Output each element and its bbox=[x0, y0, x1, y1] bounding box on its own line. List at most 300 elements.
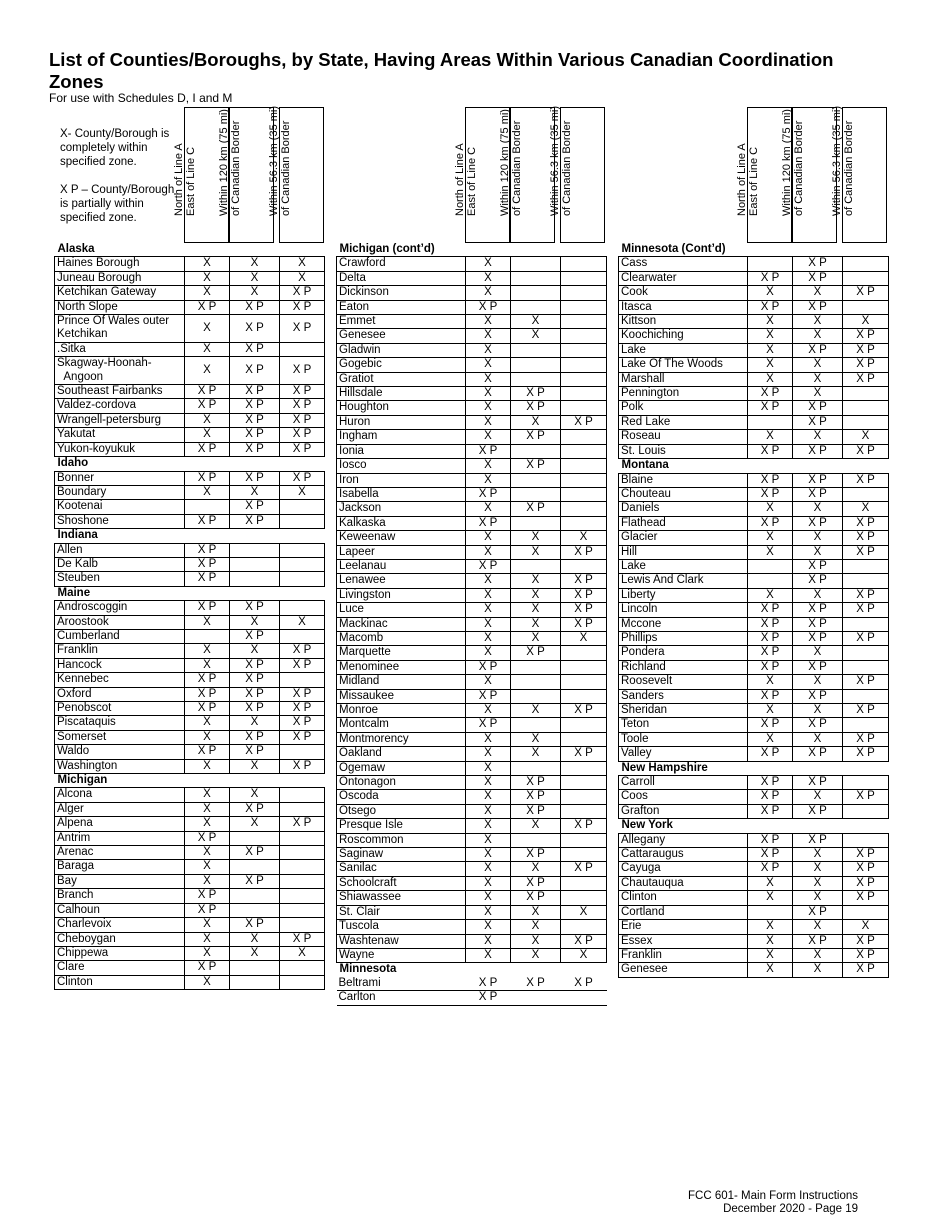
table-row bbox=[619, 329, 889, 343]
state-section-header bbox=[55, 529, 325, 543]
county-name: Crawford bbox=[337, 257, 466, 271]
zone-56km-cell: X P bbox=[280, 315, 325, 343]
county-name: Phillips bbox=[619, 631, 748, 645]
zone-56km-cell bbox=[280, 629, 325, 643]
table-row bbox=[337, 689, 607, 703]
zone-120km-cell: X P bbox=[230, 300, 280, 314]
zone-120km-cell: X P bbox=[793, 660, 843, 674]
zone-120km-cell: X P bbox=[793, 689, 843, 703]
zone-56km-cell: X bbox=[843, 502, 889, 516]
state-name: Minnesota bbox=[339, 963, 397, 976]
zone-56km-cell bbox=[843, 401, 889, 415]
state-name: Indiana bbox=[57, 529, 98, 542]
zone-56km-cell bbox=[561, 487, 607, 501]
table-row bbox=[337, 415, 607, 429]
zone-120km-cell: X bbox=[230, 644, 280, 658]
zone-120km-cell: X P bbox=[793, 631, 843, 645]
zone-line-a-cell: X P bbox=[748, 444, 793, 458]
zone-120km-cell: X bbox=[511, 531, 561, 545]
zone-120km-cell bbox=[511, 675, 561, 689]
zone-line-a-cell: X P bbox=[185, 471, 230, 485]
county-name: Cayuga bbox=[619, 862, 748, 876]
state-section-header bbox=[55, 457, 325, 471]
zone-line-a-cell: X P bbox=[748, 617, 793, 631]
county-name: Clare bbox=[55, 961, 185, 975]
zone-line-a-cell: X bbox=[466, 675, 511, 689]
zone-line-a-cell: X bbox=[748, 891, 793, 905]
header-label: North of Line A East of Line C bbox=[454, 143, 478, 216]
table-row bbox=[619, 372, 889, 386]
zone-56km-cell bbox=[843, 718, 889, 732]
table-row bbox=[337, 761, 607, 775]
county-name: North Slope bbox=[55, 300, 185, 314]
zone-56km-cell bbox=[561, 430, 607, 444]
zone-120km-cell: X bbox=[511, 329, 561, 343]
county-name: Valdez-cordova bbox=[55, 399, 185, 413]
header-label: Within 120 km (75 mi) of Canadian Border bbox=[781, 109, 805, 216]
column-2 bbox=[336, 107, 607, 1006]
county-name: Charlevoix bbox=[55, 918, 185, 932]
zone-120km-cell: X bbox=[511, 588, 561, 602]
table-row bbox=[55, 730, 325, 744]
zone-120km-cell: X bbox=[793, 329, 843, 343]
table-row bbox=[619, 315, 889, 329]
table-row bbox=[55, 471, 325, 485]
table-row bbox=[55, 357, 325, 385]
county-name: Clinton bbox=[55, 975, 185, 989]
zone-line-a-cell: X bbox=[466, 747, 511, 761]
zone-120km-cell: X P bbox=[793, 401, 843, 415]
zone-120km-cell: X bbox=[511, 631, 561, 645]
zone-56km-cell: X P bbox=[843, 329, 889, 343]
county-name: Teton bbox=[619, 718, 748, 732]
county-name: Pondera bbox=[619, 646, 748, 660]
footer-page: December 2020 - Page 19 bbox=[723, 1203, 858, 1215]
zone-120km-cell: X P bbox=[793, 833, 843, 847]
column-1 bbox=[54, 107, 325, 990]
table-row bbox=[619, 891, 889, 905]
county-name: Mccone bbox=[619, 617, 748, 631]
zone-line-a-cell: X P bbox=[748, 848, 793, 862]
zone-120km-cell: X P bbox=[511, 848, 561, 862]
table-row bbox=[55, 846, 325, 860]
table-row bbox=[619, 358, 889, 372]
county-name: Kennebec bbox=[55, 673, 185, 687]
table-row bbox=[337, 531, 607, 545]
zone-120km-cell: X P bbox=[793, 257, 843, 271]
county-name: Shiawassee bbox=[337, 891, 466, 905]
zone-line-a-cell: X bbox=[185, 342, 230, 356]
zone-line-a-cell: X bbox=[466, 934, 511, 948]
zone-56km-cell bbox=[561, 387, 607, 401]
zone-56km-cell: X P bbox=[843, 747, 889, 761]
zone-56km-cell bbox=[561, 718, 607, 732]
county-name: Gladwin bbox=[337, 343, 466, 357]
zone-120km-cell: X P bbox=[793, 415, 843, 429]
zone-line-a-cell: X P bbox=[748, 660, 793, 674]
zone-56km-cell bbox=[280, 860, 325, 874]
county-name: Marquette bbox=[337, 646, 466, 660]
zone-line-a-cell: X bbox=[748, 329, 793, 343]
zone-56km-cell bbox=[843, 271, 889, 285]
zone-120km-cell: X bbox=[511, 574, 561, 588]
table-row bbox=[337, 487, 607, 501]
zone-line-a-cell: X bbox=[185, 846, 230, 860]
state-name: Maine bbox=[57, 586, 91, 599]
table-row bbox=[619, 660, 889, 674]
zone-56km-cell: X P bbox=[561, 617, 607, 631]
zone-120km-cell bbox=[230, 961, 280, 975]
county-name: Lake bbox=[619, 559, 748, 573]
table-row bbox=[337, 776, 607, 790]
county-name: Wayne bbox=[337, 948, 466, 962]
zone-120km-cell: X P bbox=[793, 487, 843, 501]
zone-56km-cell bbox=[843, 415, 889, 429]
zone-line-a-cell: X P bbox=[748, 747, 793, 761]
zone-56km-cell bbox=[843, 689, 889, 703]
county-name: Calhoun bbox=[55, 903, 185, 917]
zone-56km-cell bbox=[561, 646, 607, 660]
zone-line-a-cell bbox=[748, 905, 793, 919]
zone-line-a-cell: X bbox=[466, 833, 511, 847]
zone-120km-cell: X P bbox=[230, 802, 280, 816]
county-name: Polk bbox=[619, 401, 748, 415]
county-name: Roseau bbox=[619, 430, 748, 444]
zone-line-a-cell: X P bbox=[748, 516, 793, 530]
page-subtitle: For use with Schedules D, I and M bbox=[49, 91, 233, 105]
zone-56km-cell bbox=[561, 790, 607, 804]
zone-56km-cell: X P bbox=[280, 932, 325, 946]
zone-56km-cell bbox=[561, 343, 607, 357]
county-name: Oakland bbox=[337, 747, 466, 761]
table-row bbox=[55, 557, 325, 571]
zone-line-a-cell: X bbox=[466, 804, 511, 818]
zone-line-a-cell: X P bbox=[748, 790, 793, 804]
table-row bbox=[337, 329, 607, 343]
county-name: Valley bbox=[619, 747, 748, 761]
zone-line-a-cell bbox=[185, 500, 230, 514]
zone-120km-cell: X bbox=[793, 387, 843, 401]
county-name: Roosevelt bbox=[619, 675, 748, 689]
table-row bbox=[55, 918, 325, 932]
zone-56km-cell: X P bbox=[843, 343, 889, 357]
county-name: Kittson bbox=[619, 315, 748, 329]
zone-56km-cell: X P bbox=[280, 817, 325, 831]
zone-120km-cell: X P bbox=[230, 629, 280, 643]
zone-line-a-cell: X bbox=[748, 545, 793, 559]
county-name: Missaukee bbox=[337, 689, 466, 703]
county-name: Itasca bbox=[619, 300, 748, 314]
county-name: Bonner bbox=[55, 471, 185, 485]
zone-line-a-cell: X bbox=[466, 372, 511, 386]
zone-120km-cell: X P bbox=[511, 646, 561, 660]
zone-line-a-cell: X bbox=[466, 415, 511, 429]
page-title: List of Counties/Boroughs, by State, Having Areas Within Various Canadian Coordination Zones bbox=[49, 49, 834, 92]
county-name: Chautauqua bbox=[619, 876, 748, 890]
zone-line-a-cell: X bbox=[466, 603, 511, 617]
zone-56km-cell bbox=[843, 646, 889, 660]
state-section-header bbox=[337, 963, 607, 977]
state-name: Montana bbox=[621, 459, 669, 472]
county-name: Presque Isle bbox=[337, 819, 466, 833]
county-name: Pennington bbox=[619, 387, 748, 401]
zone-56km-cell: X P bbox=[280, 702, 325, 716]
zone-line-a-cell: X bbox=[185, 918, 230, 932]
zone-56km-cell bbox=[561, 372, 607, 386]
zone-120km-cell: X P bbox=[793, 343, 843, 357]
zone-120km-cell bbox=[511, 718, 561, 732]
zone-120km-cell: X bbox=[511, 920, 561, 934]
county-name: Coos bbox=[619, 790, 748, 804]
table-row bbox=[619, 862, 889, 876]
zone-line-a-cell: X bbox=[466, 401, 511, 415]
table-row bbox=[619, 675, 889, 689]
county-name: Penobscot bbox=[55, 702, 185, 716]
zone-56km-cell bbox=[561, 776, 607, 790]
table-row bbox=[337, 675, 607, 689]
county-name: Eaton bbox=[337, 300, 466, 314]
table-row bbox=[619, 588, 889, 602]
table-row bbox=[337, 819, 607, 833]
column-3 bbox=[618, 107, 889, 978]
zone-56km-cell bbox=[561, 804, 607, 818]
county-name: Yakutat bbox=[55, 428, 185, 442]
zone-line-a-cell: X bbox=[466, 761, 511, 775]
county-name: Washtenaw bbox=[337, 934, 466, 948]
zone-120km-cell: X bbox=[230, 932, 280, 946]
zone-120km-cell: X bbox=[793, 862, 843, 876]
county-name: Schoolcraft bbox=[337, 876, 466, 890]
zone-56km-cell: X P bbox=[843, 704, 889, 718]
zone-56km-cell bbox=[843, 387, 889, 401]
zone-line-a-cell: X bbox=[466, 430, 511, 444]
table-row bbox=[55, 946, 325, 960]
county-name: Cass bbox=[619, 257, 748, 271]
county-name: Monroe bbox=[337, 704, 466, 718]
county-name: Keweenaw bbox=[337, 531, 466, 545]
zone-56km-cell bbox=[561, 329, 607, 343]
header-label: North of Line A East of Line C bbox=[173, 143, 197, 216]
zone-56km-cell: X P bbox=[561, 704, 607, 718]
zone-56km-cell: X P bbox=[280, 687, 325, 701]
zone-120km-cell: X P bbox=[793, 516, 843, 530]
zone-line-a-cell: X bbox=[185, 932, 230, 946]
zone-120km-cell: X bbox=[511, 603, 561, 617]
state-section-header bbox=[55, 774, 325, 788]
zone-line-a-cell: X bbox=[185, 428, 230, 442]
zone-56km-cell: X bbox=[561, 531, 607, 545]
zone-line-a-cell: X bbox=[466, 315, 511, 329]
zone-120km-cell: X P bbox=[230, 874, 280, 888]
county-name: Otsego bbox=[337, 804, 466, 818]
zone-56km-cell: X P bbox=[843, 372, 889, 386]
zone-56km-cell bbox=[561, 848, 607, 862]
table-row bbox=[337, 833, 607, 847]
zone-line-a-cell: X P bbox=[185, 300, 230, 314]
zone-line-a-cell: X bbox=[185, 716, 230, 730]
zone-56km-cell bbox=[280, 500, 325, 514]
county-name: Lenawee bbox=[337, 574, 466, 588]
county-name: Mackinac bbox=[337, 617, 466, 631]
county-name: Haines Borough bbox=[55, 257, 185, 271]
table-row bbox=[619, 905, 889, 919]
zone-56km-cell bbox=[843, 833, 889, 847]
county-name: Androscoggin bbox=[55, 601, 185, 615]
zone-56km-cell bbox=[280, 557, 325, 571]
zone-line-a-cell: X P bbox=[185, 961, 230, 975]
county-name: St. Louis bbox=[619, 444, 748, 458]
zone-56km-cell: X P bbox=[843, 675, 889, 689]
zone-56km-cell: X P bbox=[280, 399, 325, 413]
table-row bbox=[55, 615, 325, 629]
zone-120km-cell: X P bbox=[511, 891, 561, 905]
table-row bbox=[619, 603, 889, 617]
zone-line-a-cell: X bbox=[185, 315, 230, 343]
zone-56km-cell: X P bbox=[843, 948, 889, 962]
county-name: Lapeer bbox=[337, 545, 466, 559]
zone-120km-cell: X P bbox=[511, 459, 561, 473]
zone-line-a-cell: X bbox=[466, 862, 511, 876]
zone-line-a-cell: X P bbox=[466, 660, 511, 674]
table-row bbox=[55, 831, 325, 845]
zone-120km-cell: X P bbox=[230, 846, 280, 860]
header-56km bbox=[831, 105, 887, 243]
zone-120km-cell: X P bbox=[230, 702, 280, 716]
state-name: Alaska bbox=[57, 243, 95, 255]
county-name: De Kalb bbox=[55, 557, 185, 571]
zone-line-a-cell: X bbox=[748, 531, 793, 545]
zone-120km-cell: X bbox=[511, 732, 561, 746]
zone-56km-cell bbox=[561, 833, 607, 847]
zone-120km-cell bbox=[511, 991, 561, 1005]
zone-line-a-cell: X bbox=[185, 286, 230, 300]
county-name: Iosco bbox=[337, 459, 466, 473]
zone-120km-cell: X bbox=[511, 862, 561, 876]
county-name: Chouteau bbox=[619, 487, 748, 501]
header-label: Within 56.3 km (35 mi) of Canadian Border bbox=[831, 105, 855, 216]
zone-120km-cell: X P bbox=[511, 502, 561, 516]
county-name: Clinton bbox=[619, 891, 748, 905]
county-name: Erie bbox=[619, 920, 748, 934]
zone-120km-cell: X bbox=[793, 704, 843, 718]
table-row bbox=[55, 257, 325, 271]
zone-line-a-cell: X P bbox=[466, 444, 511, 458]
zone-line-a-cell: X bbox=[748, 948, 793, 962]
zone-56km-cell bbox=[280, 342, 325, 356]
zone-120km-cell: X P bbox=[511, 387, 561, 401]
table-row bbox=[337, 660, 607, 674]
zone-120km-cell bbox=[230, 903, 280, 917]
zone-120km-cell: X P bbox=[793, 574, 843, 588]
zone-line-a-cell: X P bbox=[185, 442, 230, 456]
zone-56km-cell bbox=[280, 514, 325, 528]
column-header bbox=[336, 107, 606, 243]
table-row bbox=[337, 588, 607, 602]
county-name: Branch bbox=[55, 889, 185, 903]
zone-line-a-cell: X bbox=[466, 732, 511, 746]
county-name: Marshall bbox=[619, 372, 748, 386]
zone-56km-cell: X bbox=[561, 631, 607, 645]
zone-120km-cell bbox=[230, 543, 280, 557]
state-section-header bbox=[55, 243, 325, 257]
zone-56km-cell bbox=[561, 502, 607, 516]
table-row bbox=[55, 514, 325, 528]
table-row bbox=[619, 516, 889, 530]
zone-line-a-cell: X bbox=[185, 946, 230, 960]
zone-line-a-cell: X P bbox=[466, 300, 511, 314]
county-name: St. Clair bbox=[337, 905, 466, 919]
zone-120km-cell bbox=[511, 271, 561, 285]
county-name: Aroostook bbox=[55, 615, 185, 629]
column-header bbox=[618, 107, 888, 243]
zone-120km-cell: X P bbox=[230, 315, 280, 343]
zone-120km-cell bbox=[511, 300, 561, 314]
zone-56km-cell: X P bbox=[280, 385, 325, 399]
county-name: Lewis And Clark bbox=[619, 574, 748, 588]
table-row bbox=[619, 545, 889, 559]
legend bbox=[60, 127, 184, 239]
zone-line-a-cell: X bbox=[466, 574, 511, 588]
zone-56km-cell: X P bbox=[561, 574, 607, 588]
zone-line-a-cell: X P bbox=[185, 514, 230, 528]
county-name: Toole bbox=[619, 732, 748, 746]
zone-56km-cell bbox=[280, 874, 325, 888]
zone-56km-cell: X P bbox=[280, 730, 325, 744]
zone-120km-cell bbox=[230, 572, 280, 586]
zone-120km-cell bbox=[511, 487, 561, 501]
zone-56km-cell: X P bbox=[561, 415, 607, 429]
county-name: Beltrami bbox=[337, 977, 466, 991]
zone-line-a-cell: X bbox=[748, 315, 793, 329]
county-name: Livingston bbox=[337, 588, 466, 602]
header-label: Within 56.3 km (35 mi) of Canadian Border bbox=[549, 105, 573, 216]
table-row bbox=[337, 934, 607, 948]
zone-line-a-cell: X bbox=[466, 531, 511, 545]
zone-line-a-cell: X bbox=[185, 615, 230, 629]
zone-120km-cell: X bbox=[793, 531, 843, 545]
zone-120km-cell: X P bbox=[230, 745, 280, 759]
state-name: Idaho bbox=[57, 457, 89, 470]
zone-120km-cell bbox=[511, 761, 561, 775]
zone-120km-cell: X bbox=[230, 271, 280, 285]
table-row bbox=[55, 673, 325, 687]
state-section-header bbox=[619, 459, 889, 473]
zone-56km-cell: X P bbox=[280, 471, 325, 485]
table-row bbox=[337, 891, 607, 905]
zone-line-a-cell: X P bbox=[748, 689, 793, 703]
county-name: Chippewa bbox=[55, 946, 185, 960]
zone-line-a-cell: X P bbox=[185, 673, 230, 687]
table-row bbox=[619, 689, 889, 703]
table-row bbox=[619, 257, 889, 271]
zone-line-a-cell: X bbox=[466, 905, 511, 919]
table-row bbox=[55, 817, 325, 831]
zone-120km-cell: X bbox=[230, 257, 280, 271]
zone-line-a-cell: X bbox=[466, 459, 511, 473]
zone-56km-cell bbox=[561, 920, 607, 934]
table-row bbox=[619, 790, 889, 804]
zone-56km-cell bbox=[843, 300, 889, 314]
county-name: Boundary bbox=[55, 485, 185, 499]
zone-120km-cell: X bbox=[793, 948, 843, 962]
county-name: Shoshone bbox=[55, 514, 185, 528]
table-row bbox=[55, 385, 325, 399]
header-56km bbox=[549, 105, 605, 243]
zone-56km-cell bbox=[561, 876, 607, 890]
zone-line-a-cell: X bbox=[466, 502, 511, 516]
zone-56km-cell: X bbox=[280, 485, 325, 499]
county-name: Tuscola bbox=[337, 920, 466, 934]
